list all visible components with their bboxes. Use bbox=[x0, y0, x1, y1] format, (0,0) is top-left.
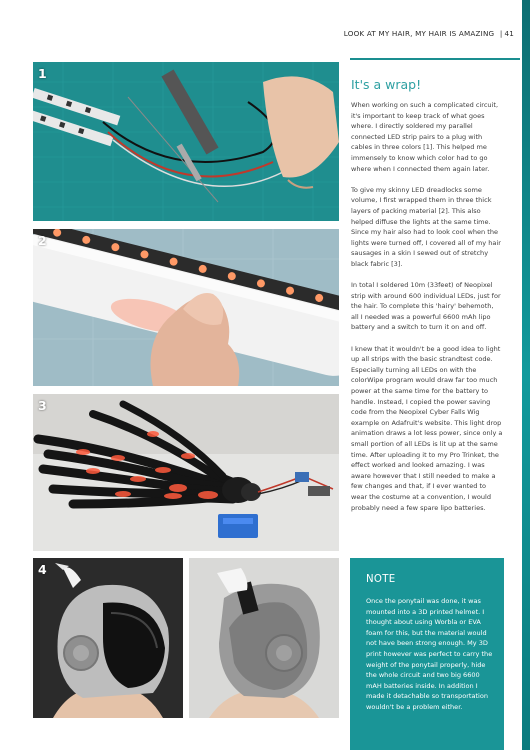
photo-helmet-side-right bbox=[189, 558, 339, 718]
page-number: 41 bbox=[504, 29, 514, 38]
note-title: NOTE bbox=[366, 574, 396, 585]
article-paragraph: In total I soldered 10m (33feet) of Neopixel strip with around 600 individual LEDs, just for the hair. To complete this 'hairy' behemoth, all I needed was a powerful 6600 mAh lipo battery and a switch to turn it on and off. bbox=[351, 281, 501, 332]
running-header bbox=[344, 29, 514, 38]
photo-number-2: 2 bbox=[38, 233, 47, 248]
running-title: LOOK AT MY HAIR, MY HAIR IS AMAZING bbox=[343, 29, 495, 38]
note-text: Once the ponytail was done, it was mounted into a 3D printed helmet. I thought about using Worbla or EVA foam for this, but the material would not have been strong enough. My 3D print however was perfect to carry the weight of the ponytail properly, hide the whole circuit and two big 6600 mAH batteries inside. In addition I made it detachable so transportation wouldn't be a problem either. bbox=[366, 597, 493, 711]
header-separator: | bbox=[499, 29, 503, 38]
article-heading: It's a wrap! bbox=[351, 77, 422, 92]
article-body bbox=[351, 100, 503, 524]
note-box bbox=[350, 558, 504, 750]
photo-number-3: 3 bbox=[38, 398, 47, 413]
article-paragraph: I knew that it wouldn't be a good idea to light up all strips with the basic strandtest code. Especially turning all LEDs on with the colorWipe program would draw far too much power at the same time for the battery to handle. Instead, I copied the power saving code from the Neopixel Cyber Falls Wig example on Adafruit's website. This light drop animation draws a lot less power, since only a small portion of all LEDs is lit up at the same time. After uploading it to my Pro Trinket, the effect worked and looked amazing. I was aware however that I still needed to make a few changes and that, if I ever wanted to wear the costume at a convention, I would probably need a few spare lipo batteries. bbox=[351, 344, 503, 512]
photo-number-4: 4 bbox=[38, 562, 47, 577]
photo-number-1: 1 bbox=[38, 66, 47, 81]
page-edge-strip bbox=[522, 0, 530, 750]
photo-led-strip-on-foam bbox=[33, 229, 339, 386]
photo-wrapped-dreadlocks bbox=[33, 394, 339, 551]
header-rule bbox=[350, 58, 520, 60]
article-paragraph: When working on such a complicated circuit, it's important to keep track of what goes where. I directly soldered my parallel connected LED strip pairs to a plug with cables in three colors [1]. This helped me immensely to know which color had to go where when I connected them again later. bbox=[351, 101, 499, 173]
photo-helmet-side-left bbox=[33, 558, 183, 718]
photo-soldering-led-strips bbox=[33, 62, 339, 221]
article-paragraph: To give my skinny LED dreadlocks some volume, I first wrapped them in three thick layers of packing material [2]. This also helped diffuse the lights at the same time. Since my hair also had to look cool when the lights were turned off, I covered all of my hair sausages in a skin I sewed out of stretchy black fabric [3]. bbox=[351, 185, 501, 268]
